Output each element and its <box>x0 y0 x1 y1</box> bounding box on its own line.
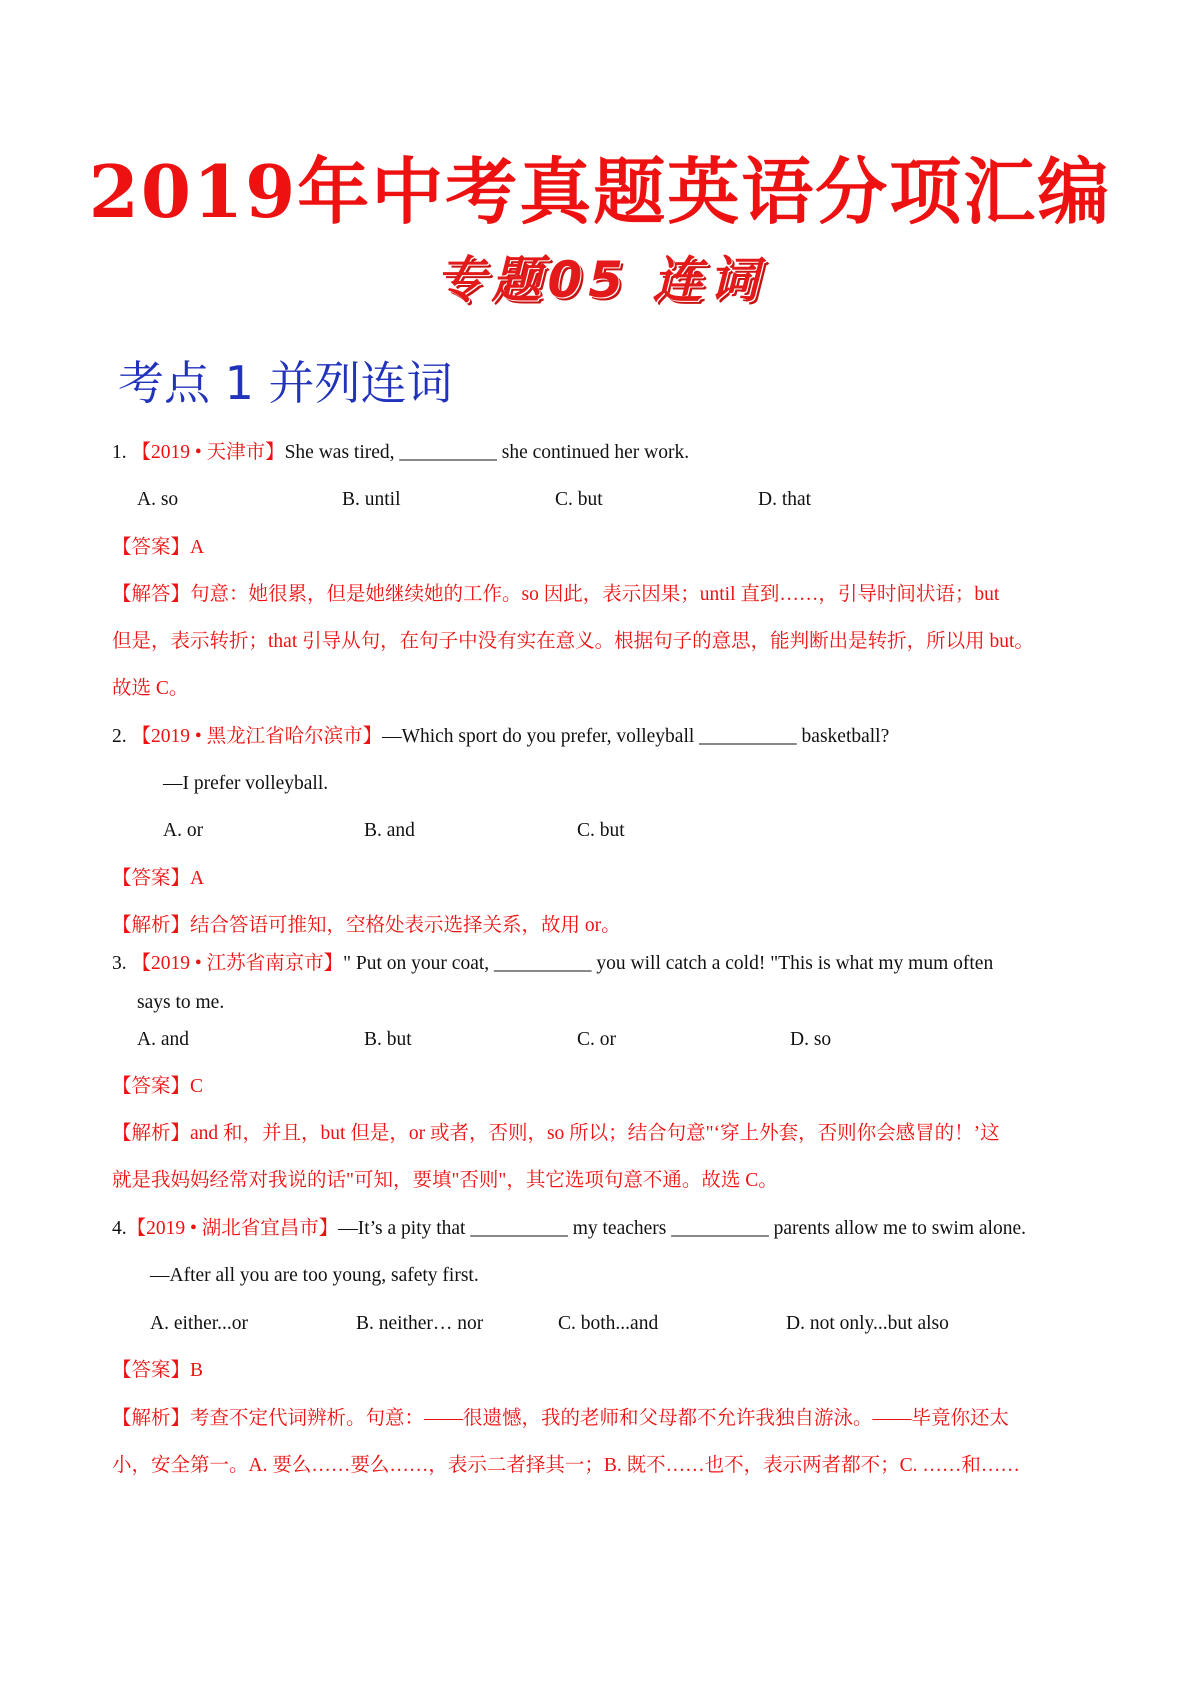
option-d: D. not only...but also <box>786 1313 949 1334</box>
question-number: 4. <box>112 1218 127 1239</box>
explanation-label: 【解析】 <box>112 1123 191 1144</box>
document-title: 2019年中考真题英语分项汇编 <box>88 149 1112 234</box>
explanation-line <box>112 582 999 608</box>
explanation-text: 句意：她很累，但是她继续她的工作。so 因此，表示因果；until 直到……，引导时间状语；but <box>190 584 1000 605</box>
question-stem: " Put on your coat, __________ you will catch a cold! "This is what my mum often <box>343 953 994 974</box>
option-b: B. until <box>342 489 401 510</box>
answer-value: A <box>190 868 205 889</box>
question-stem-line2: —I prefer volleyball. <box>163 773 329 794</box>
option-c: C. both...and <box>558 1313 659 1334</box>
question-source: 【2019 • 江苏省南京市】 <box>131 953 344 974</box>
question-number: 1. <box>112 442 127 463</box>
question-stem-line2: —After all you are too young, safety first. <box>150 1265 479 1286</box>
question-source: 【2019 • 黑龙江省哈尔滨市】 <box>131 726 383 747</box>
question-stem-line2: says to me. <box>137 992 225 1013</box>
section-heading: 考点 1 并列连词 <box>118 356 453 410</box>
answer-label: 【答案】 <box>112 1360 191 1381</box>
question-stem: —Which sport do you prefer, volleyball __________ basketball? <box>382 726 890 747</box>
option-a: A. either...or <box>150 1313 249 1334</box>
explanation-text: 结合答语可推知，空格处表示选择关系，故用 or。 <box>190 915 621 936</box>
answer-value: B <box>190 1360 204 1381</box>
option-b: B. but <box>364 1029 412 1050</box>
option-c: C. or <box>577 1029 616 1050</box>
explanation-text: and 和，并且，but 但是，or 或者，否则，so 所以；结合句意"‘穿上外套，否则你会感冒的！’这 <box>190 1123 1000 1144</box>
question-stem: —It’s a pity that __________ my teachers __________ parents allow me to swim alone. <box>338 1218 1026 1239</box>
question-1 <box>112 440 689 466</box>
explanation-text: 考查不定代词辨析。句意：——很遗憾，我的老师和父母都不允许我独自游泳。——毕竟你还太 <box>190 1408 1010 1429</box>
explanation-line <box>112 913 621 939</box>
option-c: C. but <box>555 489 603 510</box>
option-a: A. and <box>137 1029 189 1050</box>
question-3 <box>112 951 993 977</box>
option-d: D. that <box>758 489 812 510</box>
explanation-label: 【解答】 <box>112 584 191 605</box>
explanation-line <box>112 1121 1000 1147</box>
question-4 <box>112 1216 1026 1242</box>
document-subtitle: 专题05 连词 <box>435 251 765 309</box>
option-c: C. but <box>577 820 625 841</box>
answer-value: C <box>190 1076 204 1097</box>
option-a: A. so <box>137 489 179 510</box>
option-b: B. neither… nor <box>356 1313 484 1334</box>
option-d: D. so <box>790 1029 832 1050</box>
option-b: B. and <box>364 820 415 841</box>
question-number: 2. <box>112 726 127 747</box>
question-stem: She was tired, __________ she continued her work. <box>284 442 690 463</box>
answer-line <box>112 866 204 892</box>
answer-line <box>112 535 204 561</box>
explanation-label: 【解析】 <box>112 1408 191 1429</box>
answer-label: 【答案】 <box>112 868 191 889</box>
explanation-line: 但是，表示转折；that 引导从句，在句子中没有实在意义。根据句子的意思，能判断出是转折，所以用 but。 <box>112 631 1034 652</box>
answer-line <box>112 1074 203 1100</box>
question-source: 【2019 • 湖北省宜昌市】 <box>126 1218 339 1239</box>
answer-value: A <box>190 537 205 558</box>
answer-label: 【答案】 <box>112 537 191 558</box>
explanation-label: 【解析】 <box>112 915 191 936</box>
explanation-line: 故选 C。 <box>112 678 189 699</box>
answer-label: 【答案】 <box>112 1076 191 1097</box>
question-source: 【2019 • 天津市】 <box>131 442 285 463</box>
explanation-line: 就是我妈妈经常对我说的话"可知，要填"否则"，其它选项句意不通。故选 C。 <box>112 1170 778 1191</box>
answer-line <box>112 1358 203 1384</box>
option-a: A. or <box>163 820 204 841</box>
explanation-line <box>112 1406 1009 1432</box>
question-2 <box>112 724 889 750</box>
explanation-line: 小，安全第一。A. 要么……要么……，表示二者择其一；B. 既不……也不，表示两者都不；C. ……和…… <box>112 1455 1020 1476</box>
question-number: 3. <box>112 953 127 974</box>
